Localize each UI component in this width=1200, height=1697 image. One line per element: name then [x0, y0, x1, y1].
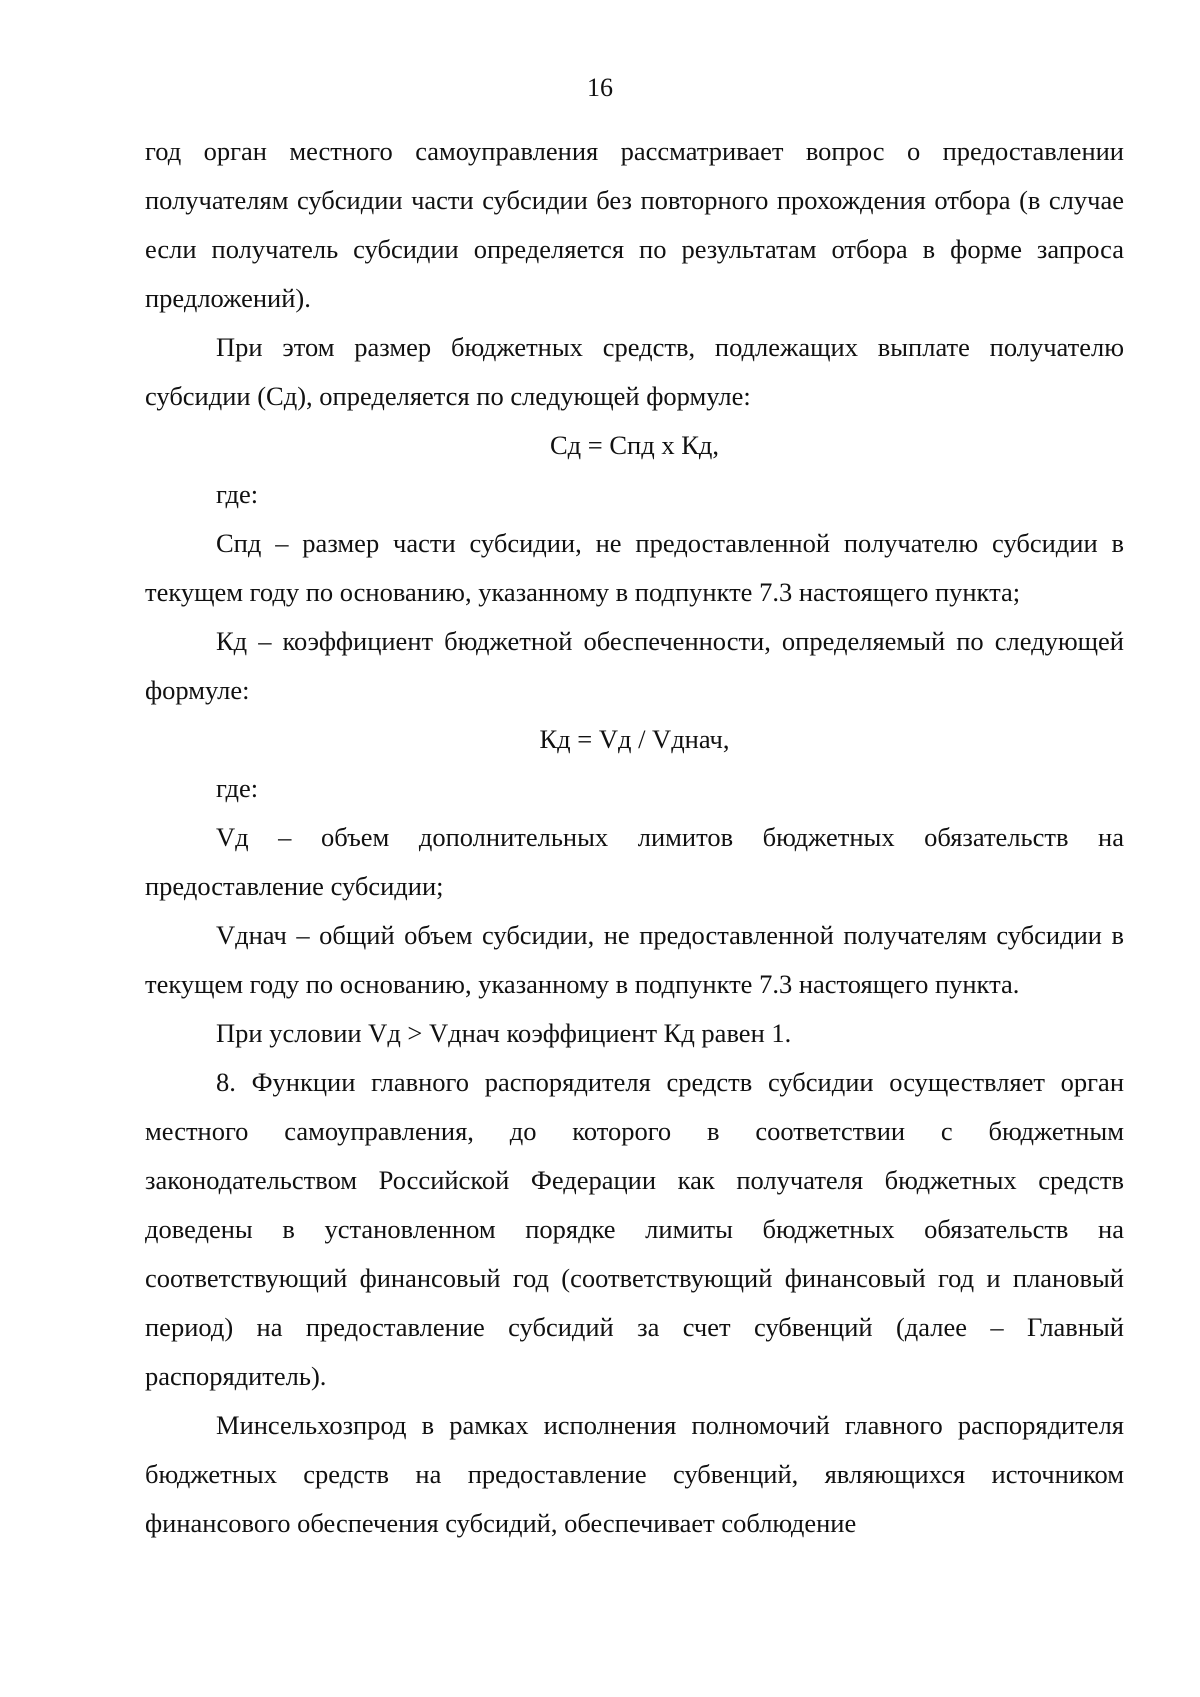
paragraph-8-functions: 8. Функции главного распорядителя средств субсидии осуществляет орган местного самоуправления, до которого в соответствии с бюджетным законодательством Российской Федерации как получателя бюджетных средств доведены в установленном порядке лимиты бюджетных обязательств на соответствующий финансовый год (соответствующий финансовый год и плановый период) на предоставление субсидий за счет субвенций (далее – Главный распорядитель). — [145, 1067, 1124, 1391]
definition-vdnach: Vднач – общий объем субсидии, не предоставленной получателям субсидии в текущем году по основанию, указанному в подпункте 7.3 настоящего пункта. — [145, 920, 1124, 999]
formula-sd: Сд = Спд x Кд, — [550, 430, 719, 460]
definition-kd: Кд – коэффициент бюджетной обеспеченности, определяемый по следующей формуле: — [145, 626, 1124, 705]
definition-spd: Спд – размер части субсидии, не предоставленной получателю субсидии в текущем году по основанию, указанному в подпункте 7.3 настоящего пункта; — [145, 528, 1124, 607]
formula-kd: Кд = Vд / Vднач, — [539, 724, 730, 754]
paragraph-minselkhozprod: Минсельхозпрод в рамках исполнения полномочий главного распорядителя бюджетных средств на предоставление субвенций, являющихся источником финансового обеспечения субсидий, обеспечивает соблюдение — [145, 1410, 1124, 1538]
page-number: 16 — [587, 73, 613, 102]
where-label-1: где: — [216, 479, 259, 509]
where-label-2: где: — [216, 773, 259, 803]
paragraph-continuation: год орган местного самоуправления рассматривает вопрос о предоставлении получателям субсидии части субсидии без повторного прохождения отбора (в случае если получатель субсидии определяется по результатам отбора в форме запроса предложений). — [145, 136, 1124, 313]
definition-vd: Vд – объем дополнительных лимитов бюджетных обязательств на предоставление субсидии; — [145, 822, 1124, 901]
paragraph-budget-size: При этом размер бюджетных средств, подлежащих выплате получателю субсидии (Сд), определяется по следующей формуле: — [145, 332, 1124, 411]
condition-paragraph: При условии Vд > Vднач коэффициент Кд равен 1. — [216, 1018, 792, 1048]
document-body — [145, 127, 1124, 1548]
